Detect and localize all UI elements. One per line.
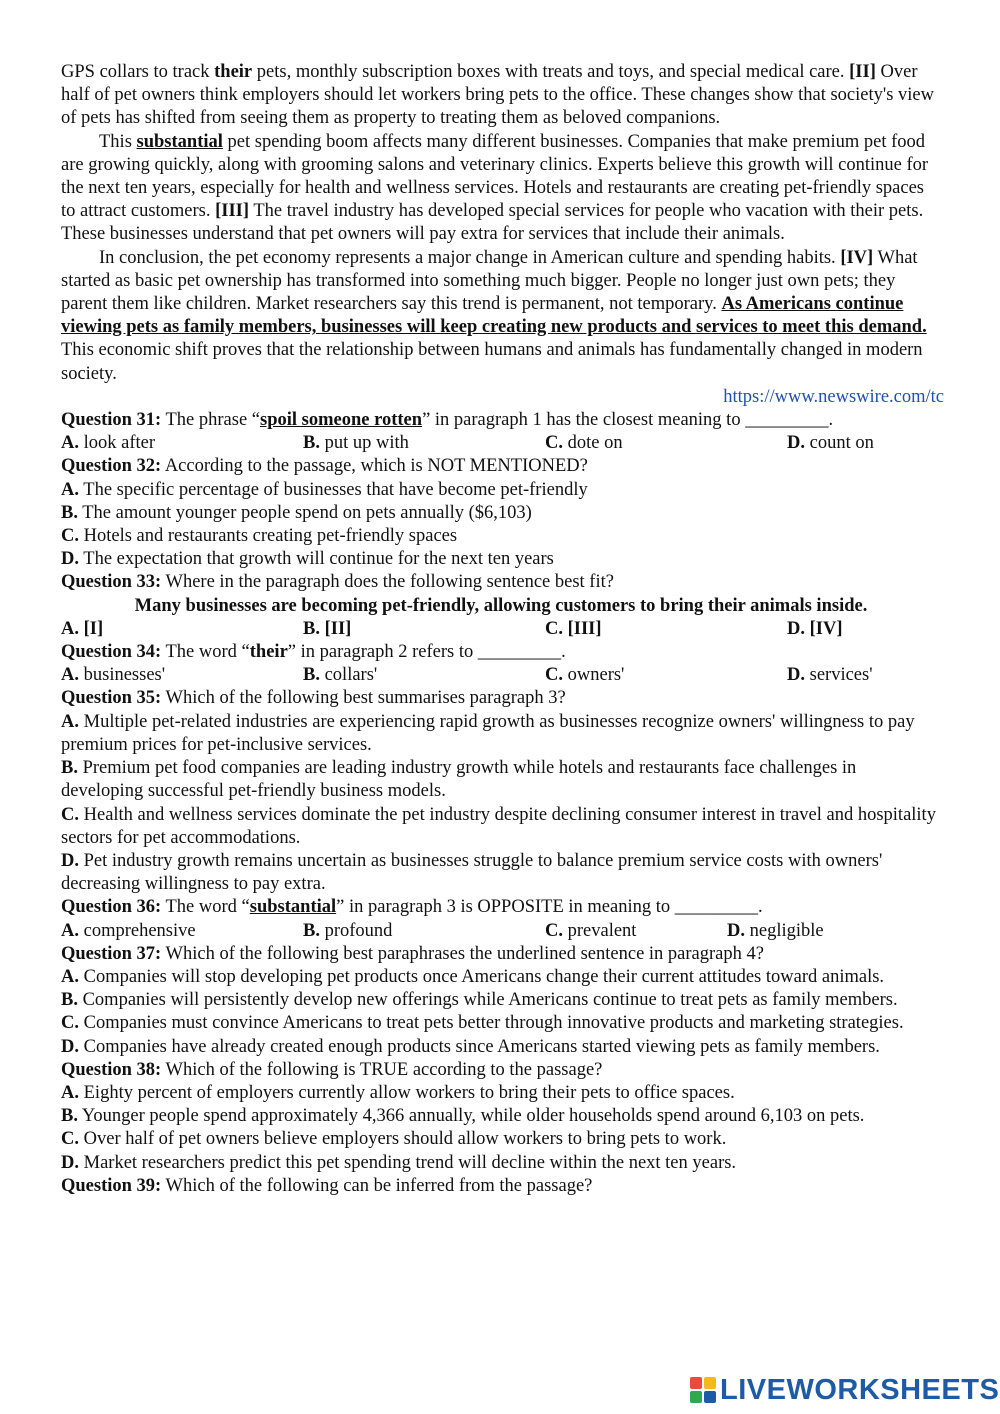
option-a[interactable]: A. The specific percentage of businesses that have become pet-friendly (61, 479, 588, 500)
question-39: Question 39: Which of the following can be inferred from the passage? (61, 1175, 593, 1196)
liveworksheets-logo-icon (690, 1377, 716, 1403)
word-substantial: substantial (136, 131, 223, 152)
logo-square-yellow (704, 1377, 716, 1389)
logo-square-green (690, 1391, 702, 1403)
option-c[interactable]: C. Hotels and restaurants creating pet-friendly spaces (61, 526, 458, 547)
option-a[interactable]: A. businesses' (61, 665, 166, 686)
option-b[interactable]: B. [II] (303, 618, 352, 639)
option-c[interactable]: C. Companies must convince Americans to treat pets better through innovative products and marketing strategies. (61, 1013, 904, 1034)
question-31: Question 31: The phrase “spoil someone rotten” in paragraph 1 has the closest meaning to _________. (61, 410, 834, 431)
liveworksheets-brand: LIVEWORKSHEETS (720, 1373, 1000, 1406)
option-a[interactable]: A. Multiple pet-related industries are experiencing rapid growth as businesses recognize owners' willingness to pay premium prices for pet-inclusive services. (61, 711, 915, 755)
marker-IV: [IV] (840, 247, 874, 268)
option-c[interactable]: C. [III] (545, 618, 602, 639)
option-b[interactable]: B. collars' (303, 665, 378, 686)
liveworksheets-logo[interactable] (690, 1375, 999, 1405)
option-d[interactable]: D. count on (787, 433, 874, 454)
option-d[interactable]: D. Companies have already created enough products since Americans started viewing pets as family members. (61, 1036, 880, 1057)
logo-square-blue (704, 1391, 716, 1403)
option-c[interactable]: C. Over half of pet owners believe employers should allow workers to bring pets to work. (61, 1129, 727, 1150)
insert-sentence: Many businesses are becoming pet-friendly, allowing customers to bring their animals inside. (134, 595, 868, 616)
option-c[interactable]: C. owners' (545, 665, 625, 686)
underlined-sentence: As Americans continue viewing pets as family members, businesses will keep creating new products and services to meet this demand. (61, 294, 927, 338)
option-d[interactable]: D. negligible (727, 920, 824, 941)
question-37: Question 37: Which of the following best paraphrases the underlined sentence in paragraph 4? (61, 943, 764, 964)
question-34-options (61, 664, 941, 687)
option-b[interactable]: B. profound (303, 920, 393, 941)
paragraph-4: In conclusion, the pet economy represents a major change in American culture and spending habits. [IV] What started as basic pet ownership has transformed into something much bigger. People no longer just own pets; they parent them like children. Market researchers say this trend is permanent, not temporary. As Americans continue viewing pets as family members, businesses will keep creating new products and services to meet this demand. This economic shift proves that the relationship between humans and animals has fundamentally changed in modern society. (61, 247, 927, 384)
option-c[interactable]: C. prevalent (545, 920, 637, 941)
question-38: Question 38: Which of the following is TRUE according to the passage? (61, 1059, 603, 1080)
question-31-options (61, 432, 941, 455)
word-their-ref: their (249, 642, 288, 663)
option-a[interactable]: A. comprehensive (61, 920, 196, 941)
source-link[interactable]: https://www.newswire.com/tc (723, 386, 944, 407)
paragraph-2-continued: GPS collars to track their pets, monthly subscription boxes with treats and toys, and special medical care. [II] Over half of pet owners think employers should let workers bring pets to the office. These changes show that society's view of pets has shifted from seeing them as property to treating them as beloved companions. (61, 62, 934, 129)
option-a[interactable]: A. Eighty percent of employers currently allow workers to bring their pets to office spaces. (61, 1082, 735, 1103)
option-b[interactable]: B. Premium pet food companies are leading industry growth while hotels and restaurants face challenges in developing successful pet-friendly business models. (61, 758, 857, 802)
word-their: their (214, 62, 253, 82)
option-b[interactable]: B. put up with (303, 433, 409, 454)
logo-square-red (690, 1377, 702, 1389)
option-b[interactable]: B. Younger people spend approximately 4,366 annually, while older households spend around 6,103 on pets. (61, 1106, 865, 1127)
option-d[interactable]: D. [IV] (787, 618, 843, 639)
option-b[interactable]: B. Companies will persistently develop new offerings while Americans continue to treat pets as family members. (61, 990, 898, 1011)
question-34: Question 34: The word “their” in paragraph 2 refers to _________. (61, 642, 566, 663)
option-d[interactable]: D. Market researchers predict this pet spending trend will decline within the next ten years. (61, 1152, 737, 1173)
option-d[interactable]: D. services' (787, 665, 873, 686)
question-33-options (61, 618, 941, 641)
option-c[interactable]: C. Health and wellness services dominate the pet industry despite declining consumer interest in travel and hospitality sectors for pet accommodations. (61, 804, 936, 848)
question-36: Question 36: The word “substantial” in paragraph 3 is OPPOSITE in meaning to _________. (61, 897, 763, 918)
question-36-options (61, 920, 941, 943)
paragraph-3: This substantial pet spending boom affects many different businesses. Companies that make premium pet food are growing quickly, along with grooming salons and veterinary clinics. Experts believe this growth will continue for the next ten years, especially for health and wellness services. Hotels and restaurants are creating pet-friendly spaces to attract customers. [III] The travel industry has developed special services for people who vacation with their pets. These businesses understand that pet owners will pay extra for services that include their animals. (61, 131, 929, 245)
option-a[interactable]: A. [I] (61, 618, 104, 639)
marker-III: [III] (215, 201, 250, 222)
question-32: Question 32: According to the passage, which is NOT MENTIONED? (61, 456, 588, 477)
question-35: Question 35: Which of the following best summarises paragraph 3? (61, 688, 566, 709)
option-c[interactable]: C. dote on (545, 433, 623, 454)
option-d[interactable]: D. The expectation that growth will continue for the next ten years (61, 549, 554, 570)
option-b[interactable]: B. The amount younger people spend on pets annually ($6,103) (61, 502, 532, 523)
marker-II: [II] (849, 62, 876, 82)
word-substantial-ref: substantial (249, 897, 337, 918)
worksheet-page (61, 61, 944, 1198)
option-a[interactable]: A. Companies will stop developing pet products once Americans change their current attitudes toward animals. (61, 966, 885, 987)
option-a[interactable]: A. look after (61, 433, 156, 454)
question-33: Question 33: Where in the paragraph does the following sentence best fit? (61, 572, 614, 593)
option-d[interactable]: D. Pet industry growth remains uncertain as businesses struggle to balance premium service costs with owners' decreasing willingness to pay extra. (61, 850, 883, 895)
phrase-spoil-someone-rotten: spoil someone rotten (260, 410, 423, 431)
